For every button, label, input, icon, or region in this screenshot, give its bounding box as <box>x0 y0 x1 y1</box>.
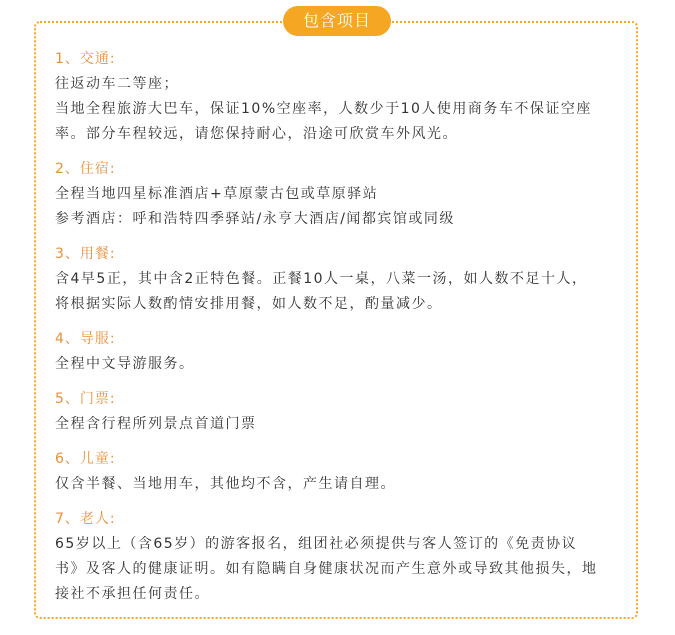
section-line: 当地全程旅游大巴车，保证10%空座率，人数少于10人使用商务车不保证空座 <box>55 101 592 117</box>
section-line: 全程当地四星标准酒店+草原蒙古包或草原驿站 <box>55 186 379 202</box>
section-title: 6、儿童: <box>55 451 116 467</box>
section-line: 含4早5正，其中含2正特色餐。正餐10人一桌，八菜一汤，如人数不足十人， <box>55 271 588 287</box>
section-meals <box>55 242 625 317</box>
section-transport <box>55 47 625 147</box>
section-line: 接社不承担任何责任。 <box>55 586 210 602</box>
section-guide <box>55 327 625 377</box>
section-line: 书》及客人的健康证明。如有隐瞒自身健康状况而产生意外或导致其他损失，地 <box>55 561 598 577</box>
section-accommodation <box>55 157 625 232</box>
section-title: 3、用餐: <box>55 246 116 262</box>
section-tickets <box>55 387 625 437</box>
section-line: 将根据实际人数酌情安排用餐，如人数不足，酌量减少。 <box>55 296 443 312</box>
included-items-header: 包含项目 <box>283 6 391 36</box>
section-line: 往返动车二等座； <box>55 76 179 92</box>
section-title: 2、住宿: <box>55 161 116 177</box>
section-title: 1、交通: <box>55 51 116 67</box>
section-seniors <box>55 507 625 607</box>
section-line: 仅含半餐、当地用车，其他均不含，产生请自理。 <box>55 476 396 492</box>
included-items-content <box>55 47 625 607</box>
section-line: 全程中文导游服务。 <box>55 356 195 372</box>
section-title: 5、门票: <box>55 391 116 407</box>
section-children <box>55 447 625 497</box>
section-line: 65岁以上（含65岁）的游客报名，组团社必须提供与客人签订的《免责协议 <box>55 536 578 552</box>
section-line: 参考酒店：呼和浩特四季驿站/永亨大酒店/闻都宾馆或同级 <box>55 211 455 227</box>
section-line: 率。部分车程较远，请您保持耐心，沿途可欣赏车外风光。 <box>55 126 458 142</box>
section-title: 7、老人: <box>55 511 116 527</box>
section-line: 全程含行程所列景点首道门票 <box>55 416 257 432</box>
section-title: 4、导服: <box>55 331 116 347</box>
